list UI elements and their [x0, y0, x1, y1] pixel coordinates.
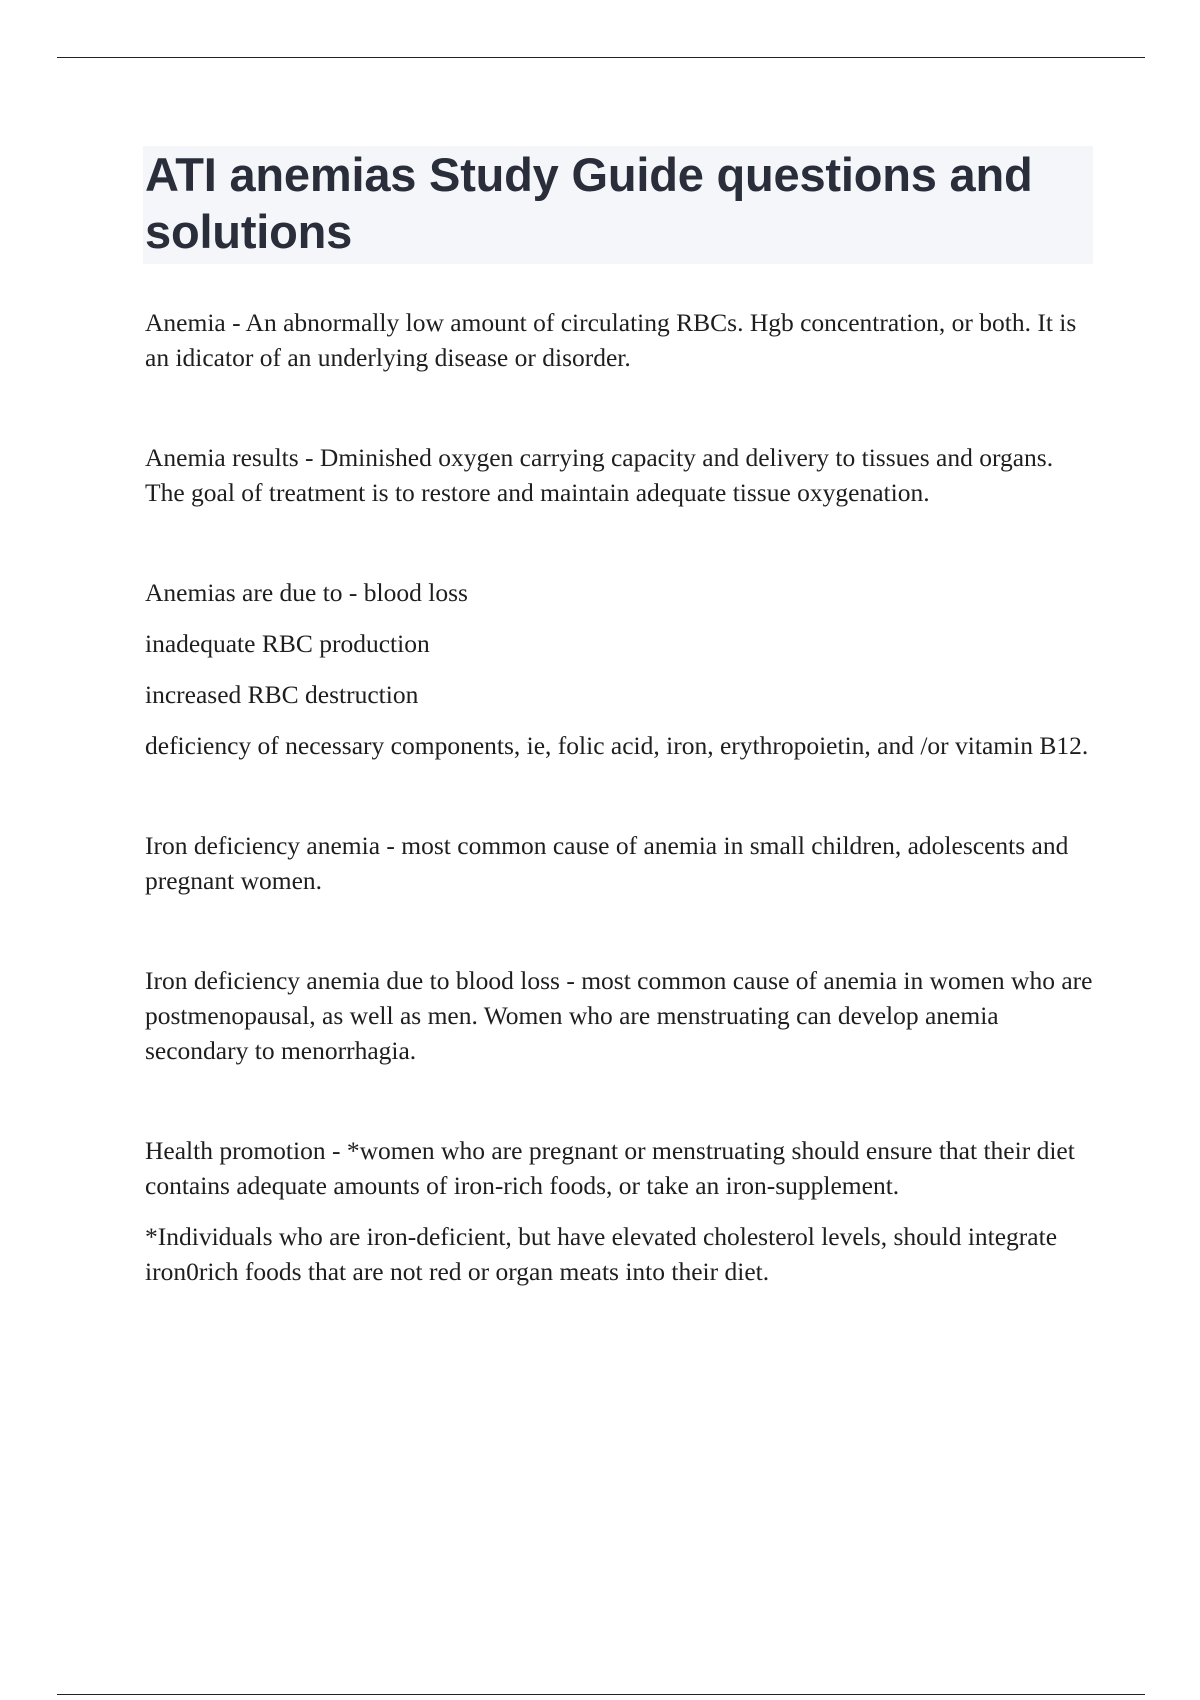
entry-anemias-due-to [145, 575, 1095, 763]
entry-anemia-results [145, 440, 1095, 510]
entry-anemia [145, 305, 1095, 375]
entry-health-promotion [145, 1133, 1095, 1289]
bottom-divider [57, 1694, 1145, 1695]
document-body [145, 305, 1095, 1354]
entry-text: Iron deficiency anemia - most common cause of anemia in small children, adolescents and pregnant women. [145, 831, 1069, 895]
entry-text: Anemia results - Dminished oxygen carrying capacity and delivery to tissues and organs. The goal of treatment is to restore and maintain adequate tissue oxygenation. [145, 443, 1054, 507]
entry-text: Anemia - An abnormally low amount of circulating RBCs. Hgb concentration, or both. It is an idicator of an underlying disease or disorder. [145, 308, 1077, 372]
entry-iron-deficiency [145, 828, 1095, 898]
title-block [143, 146, 1093, 264]
entry-line: inadequate RBC production [145, 629, 430, 658]
entry-line: deficiency of necessary components, ie, folic acid, iron, erythropoietin, and /or vitamin B12. [145, 731, 1089, 760]
entry-line: Anemias are due to - blood loss [145, 578, 468, 607]
entry-line: Health promotion - *women who are pregnant or menstruating should ensure that their diet contains adequate amounts of iron-rich foods, or take an iron-supplement. [145, 1136, 1075, 1200]
top-divider [57, 57, 1145, 58]
page-title: ATI anemias Study Guide questions and solutions [145, 148, 1033, 258]
entry-line: increased RBC destruction [145, 680, 419, 709]
entry-line: *Individuals who are iron-deficient, but have elevated cholesterol levels, should integrate iron0rich foods that are not red or organ meats into their diet. [145, 1222, 1058, 1286]
entry-text: Iron deficiency anemia due to blood loss - most common cause of anemia in women who are postmenopausal, as well as men. Women who are menstruating can develop anemia secondary to menorrhagia. [145, 966, 1093, 1065]
entry-iron-deficiency-blood-loss [145, 963, 1095, 1068]
